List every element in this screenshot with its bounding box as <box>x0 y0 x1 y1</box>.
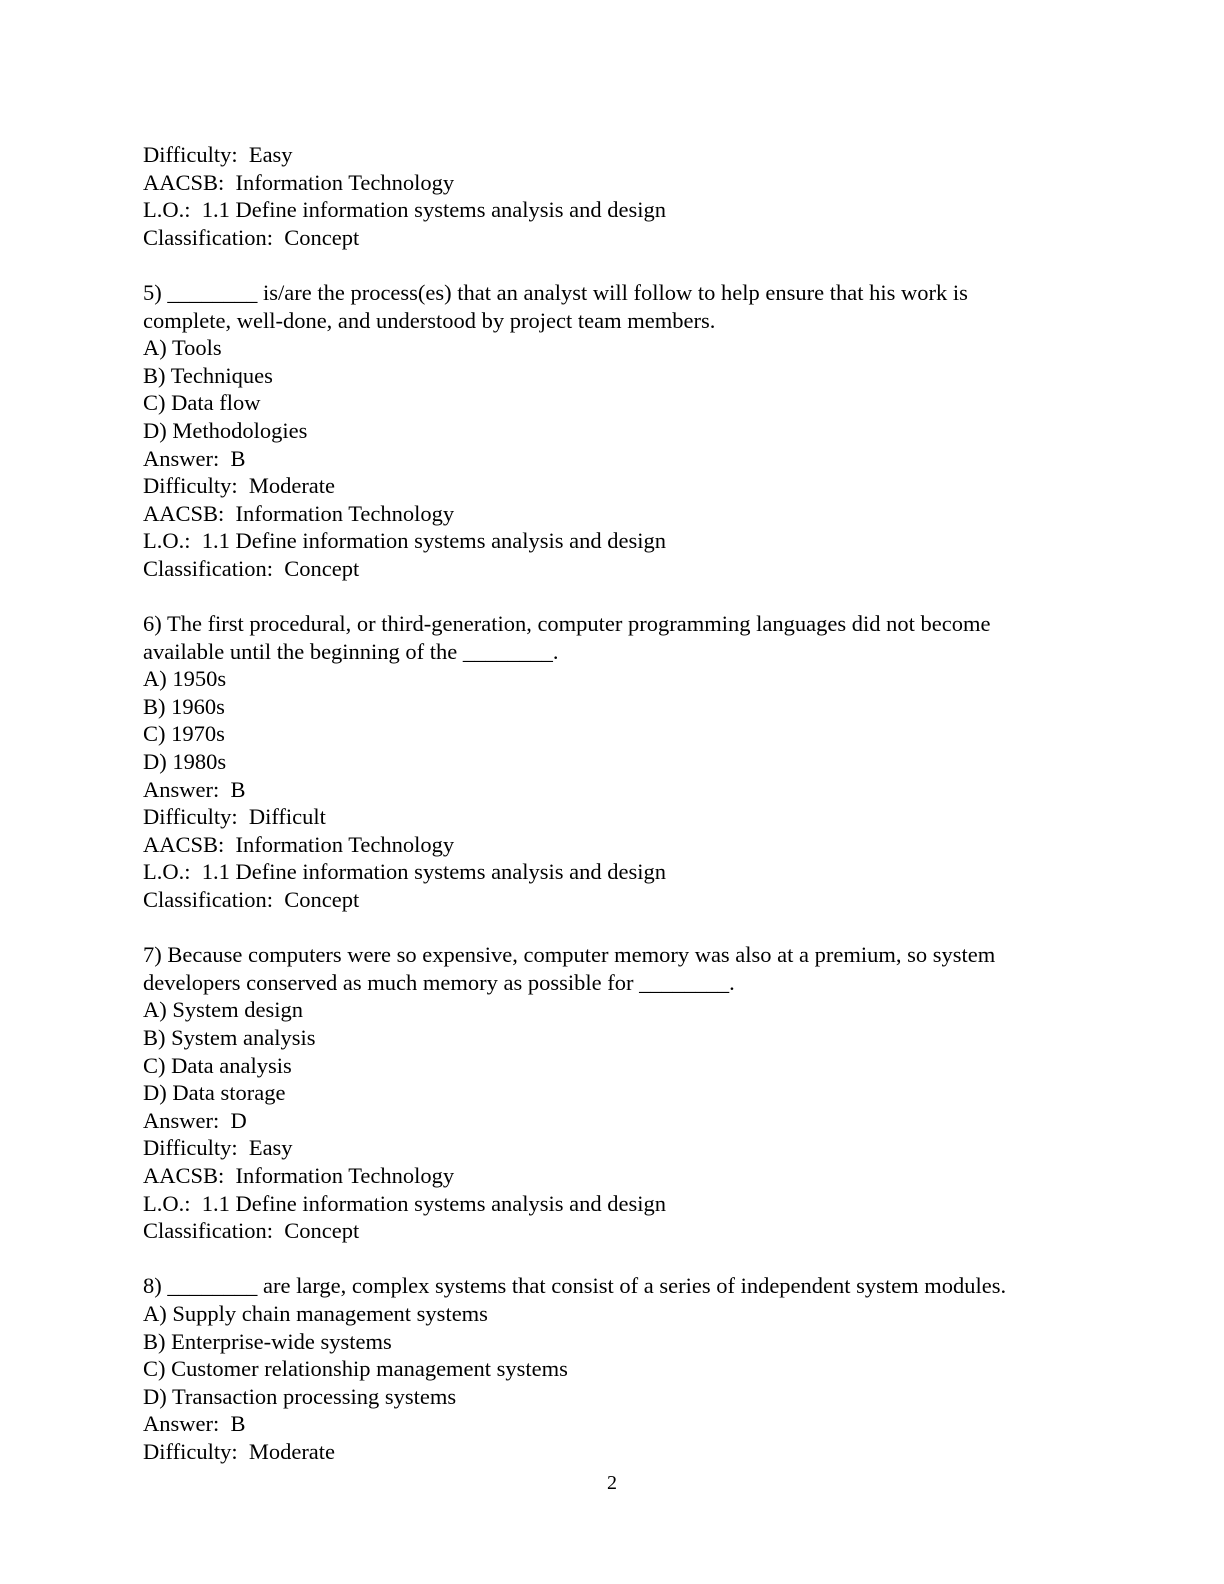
previous-question-meta <box>143 141 1083 251</box>
answer-line: Answer: B <box>143 776 246 802</box>
option-c: C) Customer relationship management systems <box>143 1356 568 1382</box>
learning-objective-line: L.O.: 1.1 Define information systems analysis and design <box>143 1190 667 1216</box>
option-d: D) 1980s <box>143 749 227 775</box>
classification-line: Classification: Concept <box>143 887 360 913</box>
difficulty-line: Difficulty: Easy <box>143 142 293 167</box>
aacsb-line: AACSB: Information Technology <box>143 500 455 526</box>
question-5 <box>143 279 1083 583</box>
aacsb-line: AACSB: Information Technology <box>143 169 455 195</box>
option-b: B) 1960s <box>143 693 225 719</box>
difficulty-line: Difficulty: Moderate <box>143 1438 336 1464</box>
question-stem-line: 6) The first procedural, or third-generation, computer programming languages did not become <box>143 611 991 637</box>
option-a: A) System design <box>143 997 303 1023</box>
difficulty-line: Difficulty: Moderate <box>143 473 336 499</box>
option-c: C) Data flow <box>143 390 261 416</box>
question-stem-line: 5) ________ is/are the process(es) that an analyst will follow to help ensure that his work is <box>143 279 968 305</box>
page-content <box>143 141 1083 1466</box>
learning-objective-line: L.O.: 1.1 Define information systems analysis and design <box>143 859 667 885</box>
option-d: D) Methodologies <box>143 417 308 443</box>
option-d: D) Transaction processing systems <box>143 1383 457 1409</box>
question-7 <box>143 941 1083 1245</box>
question-stem-line: complete, well-done, and understood by project team members. <box>143 307 716 333</box>
classification-line: Classification: Concept <box>143 1218 360 1244</box>
answer-line: Answer: B <box>143 1411 246 1437</box>
question-6 <box>143 610 1083 914</box>
page-number: 2 <box>607 1472 617 1494</box>
option-a: A) Supply chain management systems <box>143 1300 488 1326</box>
aacsb-line: AACSB: Information Technology <box>143 831 455 857</box>
question-stem-line: available until the beginning of the ________. <box>143 638 559 664</box>
classification-line: Classification: Concept <box>143 224 360 250</box>
difficulty-line: Difficulty: Easy <box>143 1135 293 1161</box>
learning-objective-line: L.O.: 1.1 Define information systems analysis and design <box>143 528 667 554</box>
answer-line: Answer: D <box>143 1107 247 1133</box>
aacsb-line: AACSB: Information Technology <box>143 1162 455 1188</box>
learning-objective-line: L.O.: 1.1 Define information systems analysis and design <box>143 197 667 223</box>
difficulty-line: Difficulty: Difficult <box>143 804 326 830</box>
question-stem-line: 7) Because computers were so expensive, computer memory was also at a premium, so system <box>143 942 996 968</box>
option-d: D) Data storage <box>143 1080 286 1106</box>
option-c: C) 1970s <box>143 721 225 747</box>
option-b: B) Enterprise-wide systems <box>143 1328 392 1354</box>
question-8 <box>143 1272 1083 1465</box>
question-stem-line: 8) ________ are large, complex systems that consist of a series of independent system modules. <box>143 1273 1007 1299</box>
option-a: A) Tools <box>143 335 222 361</box>
option-c: C) Data analysis <box>143 1052 292 1078</box>
option-a: A) 1950s <box>143 666 227 692</box>
answer-line: Answer: B <box>143 445 246 471</box>
classification-line: Classification: Concept <box>143 555 360 581</box>
option-b: B) System analysis <box>143 1025 316 1050</box>
question-stem-line: developers conserved as much memory as possible for ________. <box>143 969 735 995</box>
option-b: B) Techniques <box>143 362 273 388</box>
